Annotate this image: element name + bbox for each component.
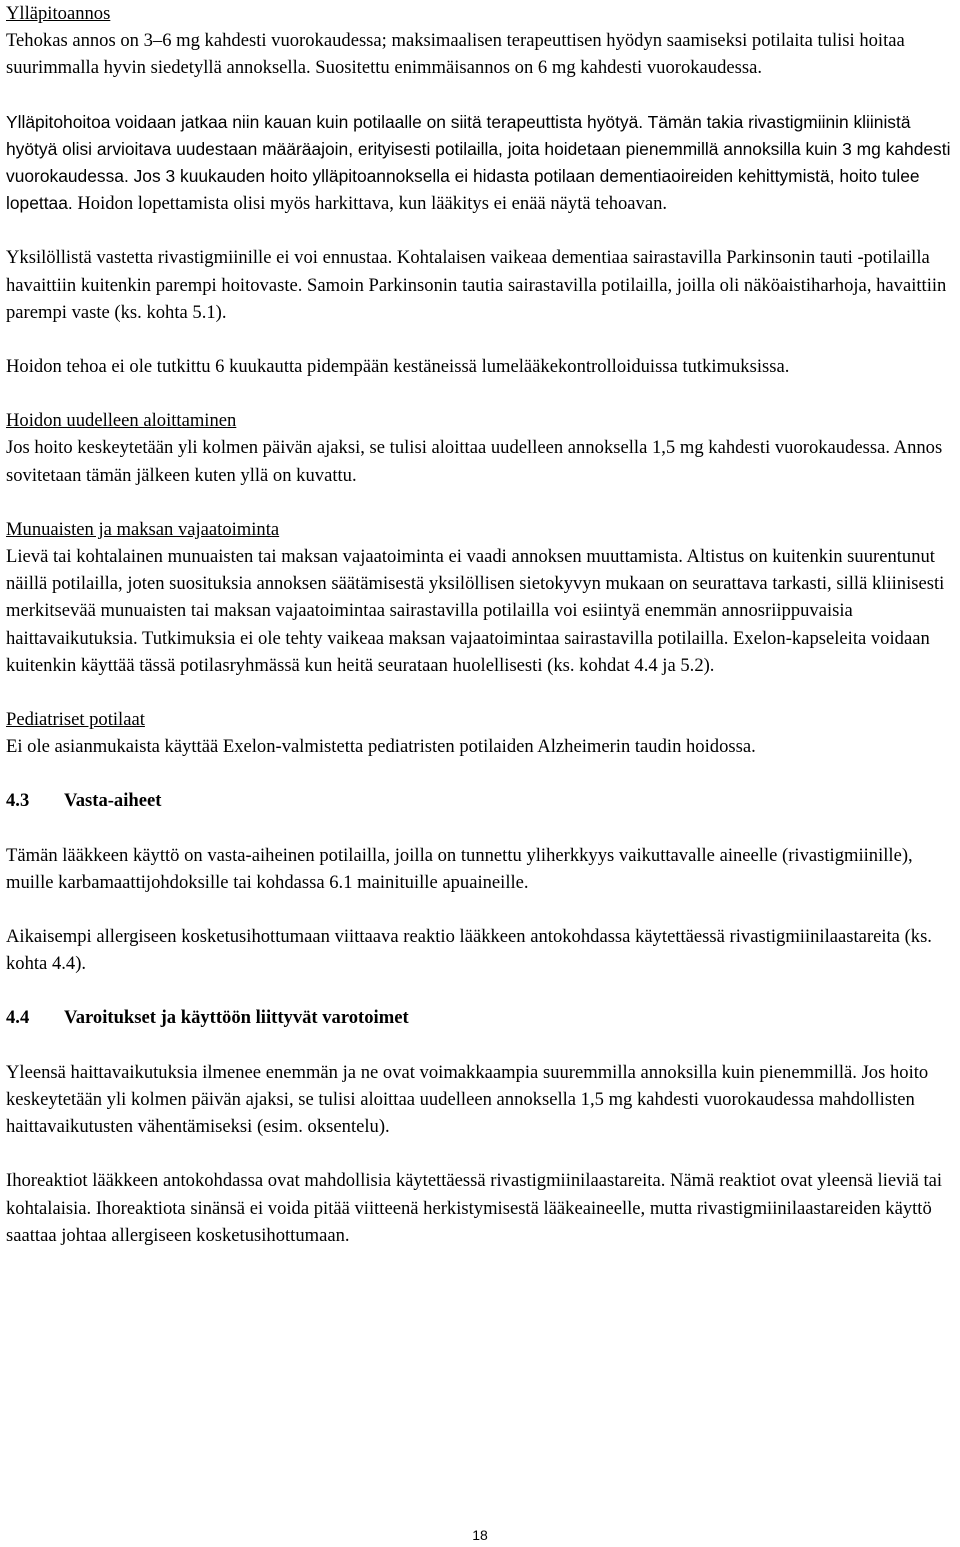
page-number: 18 <box>472 1527 488 1543</box>
restart-heading: Hoidon uudelleen aloittaminen <box>6 410 237 432</box>
pediatric-paragraph: Ei ole asianmukaista käyttää Exelon-valmistetta pediatristen potilaiden Alzheimerin taudin hoidossa. <box>6 736 756 758</box>
renal-hepatic-heading: Munuaisten ja maksan vajaatoiminta <box>6 518 280 540</box>
renal-hepatic-paragraph: Lievä tai kohtalainen munuaisten tai maksan vajaatoiminta ei vaadi annoksen muuttamista. Altistus on kuitenkin suurentunut näillä potilailla, joten suosituksia annoksen säätämisestä yksilöllisen sietokyvyn mukaan on seurattava tarkasti, sillä kliinisesti merkitsevää munuaisten tai maksan vajaatoimintaa sairastavilla potilailla voi esiintyä enemmän annosriippuvaisia haittavaikutuksia. Tutkimuksia ei ole tehty vaikeaa maksan vajaatoimintaa sairastavilla potilailla. Exelon-kapseleita voidaan kuitenkin käyttää tässä potilasryhmässä kun heitä seurataan huolellisesti (ks. kohdat 4.4 ja 5.2). <box>6 546 945 676</box>
maintenance-continuation-paragraph <box>6 109 958 218</box>
section-title: Varoitukset ja käyttöön liittyvät varotoimet <box>64 1007 409 1029</box>
section-number: 4.3 <box>6 790 30 812</box>
maintenance-dose-paragraph: Tehokas annos on 3–6 mg kahdesti vuorokaudessa; maksimaalisen terapeuttisen hyödyn saamiseksi potilaita tulisi hoitaa suurimmalla hyvin siedetyllä annoksella. Suositettu enimmäisannos on 6 mg kahdesti vuorokaudessa. <box>6 30 905 79</box>
section-number: 4.4 <box>6 1007 30 1029</box>
contraindications-paragraph-2: Aikaisempi allergiseen kosketusihottumaan viittaava reaktio lääkkeen antokohdassa käytettäessä rivastigmiinilaastareita (ks. kohta 4.4). <box>6 926 932 975</box>
maintenance-discontinuation-text: Hoidon lopettamista olisi myös harkittava, kun lääkitys ei enää näytä tehoavan. <box>72 193 668 215</box>
warnings-paragraph-1: Yleensä haittavaikutuksia ilmenee enemmän ja ne ovat voimakkaampia suuremmilla annoksilla kuin pienemmillä. Jos hoito keskeytetään yli kolmen päivän ajaksi, se tulisi aloittaa uudelleen annoksella 1,5 mg kahdesti vuorokaudessa mahdollisten haittavaikutusten vähentämiseksi (esim. oksentelu). <box>6 1061 929 1138</box>
warnings-paragraph-2: Ihoreaktiot lääkkeen antokohdassa ovat mahdollisia käytettäessä rivastigmiinilaastareita. Nämä reaktiot ovat yleensä lieviä tai kohtalaisia. Ihoreaktiota sinänsä ei voida pitää viitteenä herkistymisestä lääkeaineelle, mutta rivastigmiinilaastareiden käyttö saattaa johtaa allergiseen kosketusihottumaan. <box>6 1170 943 1246</box>
warnings-heading <box>6 1004 958 1031</box>
document-page <box>6 0 958 1276</box>
section-title: Vasta-aiheet <box>64 790 162 812</box>
pediatric-heading: Pediatriset potilaat <box>6 709 145 731</box>
individual-response-paragraph: Yksilöllistä vastetta rivastigmiinille ei voi ennustaa. Kohtalaisen vaikeaa dementiaa sairastavilla Parkinsonin tauti -potilailla havaittiin kuitenkin parempi hoitovaste. Samoin Parkinsonin tautia sairastavilla potilailla, joilla oli näköaistiharhoja, havaittiin parempi vaste (ks. kohta 5.1). <box>6 247 947 323</box>
contraindications-heading <box>6 787 958 814</box>
maintenance-dose-heading: Ylläpitoannos <box>6 3 111 24</box>
maintenance-continuation-text: Ylläpitohoitoa voidaan jatkaa niin kauan kuin potilaalle on siitä terapeuttista hyötyä. Tämän takia rivastigmiinin kliinistä hyötyä olisi arvioitava uudestaan määräajoin, erityisesti potilailla, joita hoidetaan pienemmillä annoksilla kuin 3 mg kahdesti vuorokaudessa. Jos 3 kuukauden hoito ylläpitoannoksella ei hidasta potilaan dementiaoireiden kehittymistä, hoito tulee lopettaa. <box>6 111 951 214</box>
efficacy-duration-paragraph: Hoidon tehoa ei ole tutkittu 6 kuukautta pidempään kestäneissä lumelääkekontrolloiduissa tutkimuksissa. <box>6 356 790 378</box>
restart-paragraph: Jos hoito keskeytetään yli kolmen päivän ajaksi, se tulisi aloittaa uudelleen annoksella 1,5 mg kahdesti vuorokaudessa. Annos sovitetaan tämän jälkeen kuten yllä on kuvattu. <box>6 437 943 486</box>
contraindications-paragraph-1: Tämän lääkkeen käyttö on vasta-aiheinen potilailla, joilla on tunnettu yliherkkyys vaikuttavalle aineelle (rivastigmiinille), muille karbamaattijohdoksille tai kohdassa 6.1 mainituille apuaineille. <box>6 844 913 893</box>
